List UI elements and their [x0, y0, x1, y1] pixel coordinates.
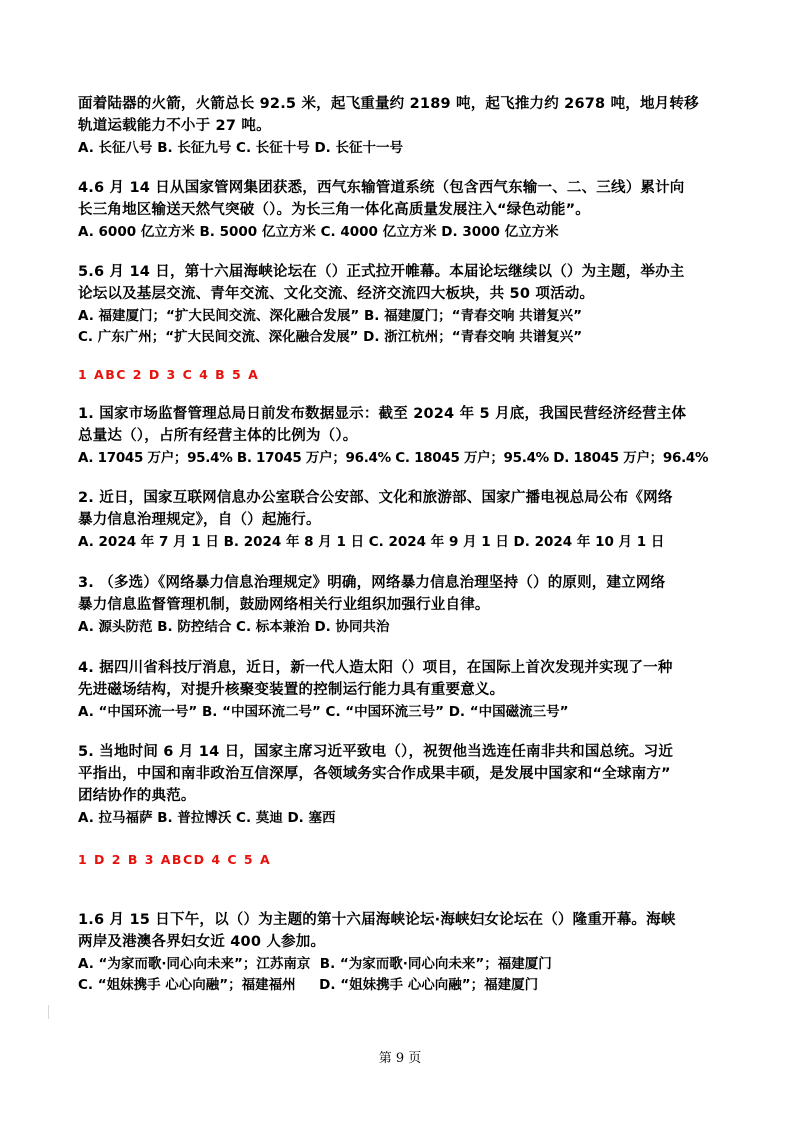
question-2-regulation-date — [78, 487, 728, 553]
question-text-line: 两岸及港澳各界妇女近 400 人参加。 — [78, 934, 326, 950]
question-text-line: 4. 据四川省科技厅消息，近日，新一代人造太阳（）项目，在国际上首次发现并实现了一种 — [78, 660, 673, 676]
question-options: A. “中国环流一号” B. “中国环流二号” C. “中国环流三号” D. “中国磁流三号” — [78, 704, 569, 720]
question-3-principles — [78, 572, 728, 638]
question-options: A. 源头防范 B. 防控结合 C. 标本兼治 D. 协同共治 — [78, 619, 390, 635]
question-1-private-economy — [78, 403, 728, 469]
question-text-line: 4.6 月 14 日从国家管网集团获悉，西气东输管道系统（包含西气东输一、二、三线）累计向 — [78, 180, 685, 196]
question-text-line: 长三角地区输送天然气突破（）。为长三角一体化高质量发展注入“绿色动能”。 — [78, 202, 591, 218]
question-text-line: 2. 近日，国家互联网信息办公室联合公安部、文化和旅游部、国家广播电视总局公布《网络 — [78, 490, 673, 506]
question-text-line: 1. 国家市场监督管理总局日前发布数据显示：截至 2024 年 5 月底，我国民营经济经营主体 — [78, 406, 687, 422]
question-text-line: 团结协作的典范。 — [78, 788, 196, 804]
question-options: A. 拉马福萨 B. 普拉博沃 C. 莫迪 D. 塞西 — [78, 810, 336, 826]
question-text-line: 5.6 月 14 日，第十六届海峡论坛在（）正式拉开帷幕。本届论坛继续以（）为主题，举办主 — [78, 264, 685, 280]
question-5-south-africa — [78, 741, 728, 829]
question-options: C. “姐妹携手 心心向融”；福建福州 D. “姐妹携手 心心向融”；福建厦门 — [78, 977, 539, 993]
question-text-line: 面着陆器的火箭，火箭总长 92.5 米，起飞重量约 2189 吨，起飞推力约 2678 吨，地月转移 — [78, 96, 699, 112]
answer-key: 1 ABC 2 D 3 C 4 B 5 A — [78, 367, 260, 382]
question-text-line: 先进磁场结构，对提升核聚变装置的控制运行能力具有重要意义。 — [78, 682, 505, 698]
question-4-gas — [78, 177, 728, 243]
question-text-line: 暴力信息监督管理机制，鼓励网络相关行业组织加强行业自律。 — [78, 597, 490, 613]
question-5-forum — [78, 261, 728, 348]
question-options: C. 广东广州；“扩大民间交流、深化融合发展” D. 浙江杭州；“青春交响 共谱复兴” — [78, 329, 583, 345]
question-1-women-forum — [78, 909, 728, 996]
question-text-line: 总量达（），占所有经营主体的比例为（）。 — [78, 428, 358, 444]
question-text-line: 平指出，中国和南非政治互信深厚，各领域务实合作成果丰硕，是发展中国家和“全球南方” — [78, 766, 671, 782]
question-text-line: 暴力信息治理规定》，自（）起施行。 — [78, 512, 321, 528]
scan-mark — [48, 1005, 49, 1019]
question-text-line: 1.6 月 15 日下午，以（）为主题的第十六届海峡论坛·海峡妇女论坛在（）隆重开幕。海峡 — [78, 912, 676, 928]
question-options: A. 6000 亿立方米 B. 5000 亿立方米 C. 4000 亿立方米 D. 3000 亿立方米 — [78, 224, 559, 240]
question-4-artificial-sun — [78, 657, 728, 723]
question-text-line: 论坛以及基层交流、青年交流、文化交流、经济交流四大板块，共 50 项活动。 — [78, 286, 595, 302]
question-options: A. 2024 年 7 月 1 日 B. 2024 年 8 月 1 日 C. 2024 年 9 月 1 日 D. 2024 年 10 月 1 日 — [78, 534, 665, 550]
question-options: A. 长征八号 B. 长征九号 C. 长征十号 D. 长征十一号 — [78, 140, 404, 156]
question-options: A. “为家而歌·同心向未来”；江苏南京 B. “为家而歌·同心向未来”；福建厦门 — [78, 956, 552, 972]
question-options: A. 福建厦门；“扩大民间交流、深化融合发展” B. 福建厦门；“青春交响 共谱复兴” — [78, 308, 583, 324]
question-continuation — [78, 93, 728, 159]
question-text-line: 5. 当地时间 6 月 14 日，国家主席习近平致电（），祝贺他当选连任南非共和国总统。习近 — [78, 744, 674, 760]
question-text-line: 轨道运载能力不小于 27 吨。 — [78, 118, 271, 134]
answer-key: 1 D 2 B 3 ABCD 4 C 5 A — [78, 852, 272, 867]
question-text-line: 3. （多选）《网络暴力信息治理规定》明确，网络暴力信息治理坚持（）的原则，建立网络 — [78, 575, 666, 591]
question-options: A. 17045 万户；95.4% B. 17045 万户；96.4% C. 18045 万户；95.4% D. 18045 万户；96.4% — [78, 450, 709, 466]
page-number: 第 9 页 — [378, 1051, 422, 1066]
